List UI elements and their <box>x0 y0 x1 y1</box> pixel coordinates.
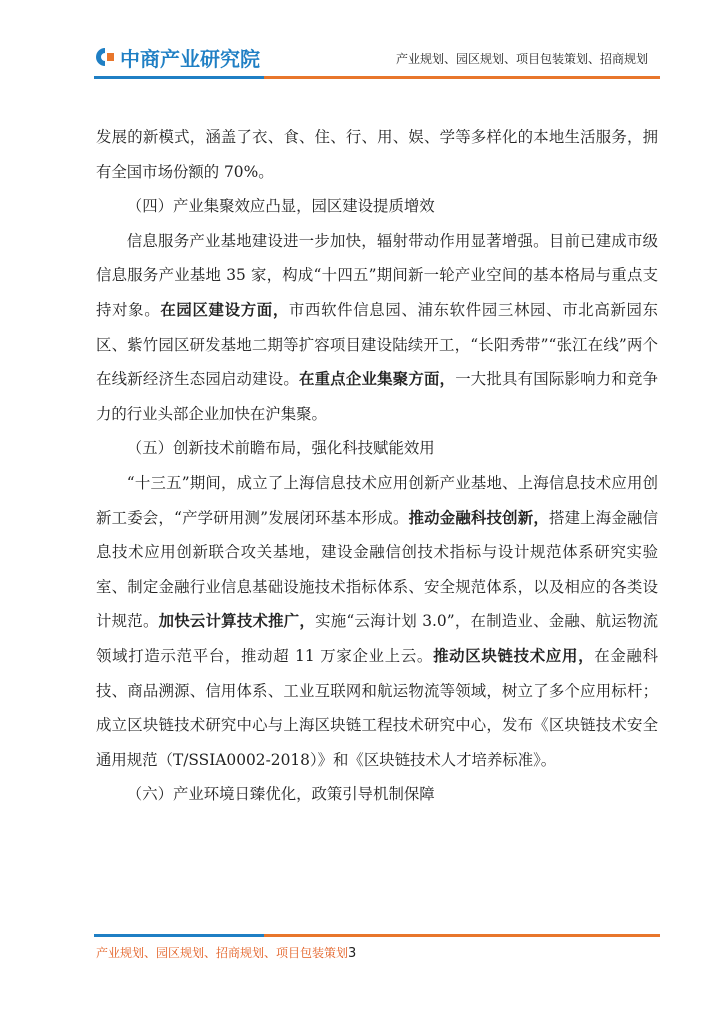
paragraph-3-text-d: 在金融科技、商品溯源、信用体系、工业互联网和航运物流等领域，树立了多个应用标杆；成立区块链技术研究中心与上海区块链工程技术研究中心，发布《区块链技术安全通用规范（T/SSIA0002-2018）》和《区块链技术人才培养标准》。 <box>96 646 658 769</box>
footer-text: 产业规划、园区规划、招商规划、项目包装策划 <box>96 946 349 960</box>
section-heading-6: （六）产业环境日臻优化，政策引导机制保障 <box>126 785 435 804</box>
header-rule-orange <box>264 76 660 79</box>
paragraph-2-bold-b: 在重点企业集聚方面， <box>299 370 456 389</box>
section-heading-4: （四）产业集聚效应凸显，园区建设提质增效 <box>126 197 435 216</box>
footer-rule-blue <box>94 934 264 937</box>
paragraph-3 <box>96 466 658 777</box>
paragraph-2-text-c: 一大批具有国际影响力和竞争力的行业头部企业加快在沪集聚。 <box>96 370 658 423</box>
paragraph-2-text-b: 市西软件信息园、浦东软件园三林园、市北高新园东区、紫竹园区研发基地二期等扩容项目建设陆续开工，“长阳秀带”“张江在线”两个在线新经济生态园启动建设。 <box>96 300 658 389</box>
header-tagline: 产业规划、园区规划、项目包装策划、招商规划 <box>395 52 648 66</box>
paragraph-3-bold-b: 加快云计算技术推广， <box>158 612 316 631</box>
paragraph-3-text-b: 搭建上海金融信息技术应用创新联合攻关基地，建设金融信创技术指标与设计规范体系研究实验室、制定金融行业信息基础设施技术指标体系、安全规范体系，以及相应的各类设计规范。 <box>96 508 658 631</box>
logo-mark-icon <box>94 46 116 68</box>
logo <box>94 42 260 72</box>
section-heading-5: （五）创新技术前瞻布局，强化科技赋能效用 <box>126 439 435 458</box>
paragraph-3-bold-a: 推动金融科技创新， <box>408 508 549 527</box>
paragraph-2-bold-a: 在园区建设方面， <box>160 300 289 319</box>
header-rule-blue <box>94 76 264 79</box>
page-footer <box>96 944 356 961</box>
paragraph-3-text-a: “十三五”期间，成立了上海信息技术应用创新产业基地、上海信息技术应用创新工委会，“产学研用测”发展闭环基本形成。 <box>96 473 658 527</box>
paragraph-2 <box>96 224 658 432</box>
paragraph-3-bold-c: 推动区块链技术应用， <box>433 646 595 665</box>
page-header <box>0 0 724 82</box>
logo-text: 中商产业研究院 <box>120 46 260 71</box>
footer-rule-orange <box>264 934 660 937</box>
paragraph-1: 发展的新模式，涵盖了衣、食、住、行、用、娱、学等多样化的本地生活服务，拥有全国市场份额的 70%。 <box>96 128 658 181</box>
paragraph-2-text-a: 信息服务产业基地建设进一步加快，辐射带动作用显著增强。目前已建成市级信息服务产业基地 35 家，构成“十四五”期间新一轮产业空间的基本格局与重点支持对象。 <box>96 231 658 319</box>
paragraph-3-text-c: 实施“云海计划 3.0”，在制造业、金融、航运物流领域打造示范平台，推动超 11 万家企业上云。 <box>96 612 658 665</box>
page-number: 3 <box>348 946 357 961</box>
document-body <box>96 120 658 812</box>
